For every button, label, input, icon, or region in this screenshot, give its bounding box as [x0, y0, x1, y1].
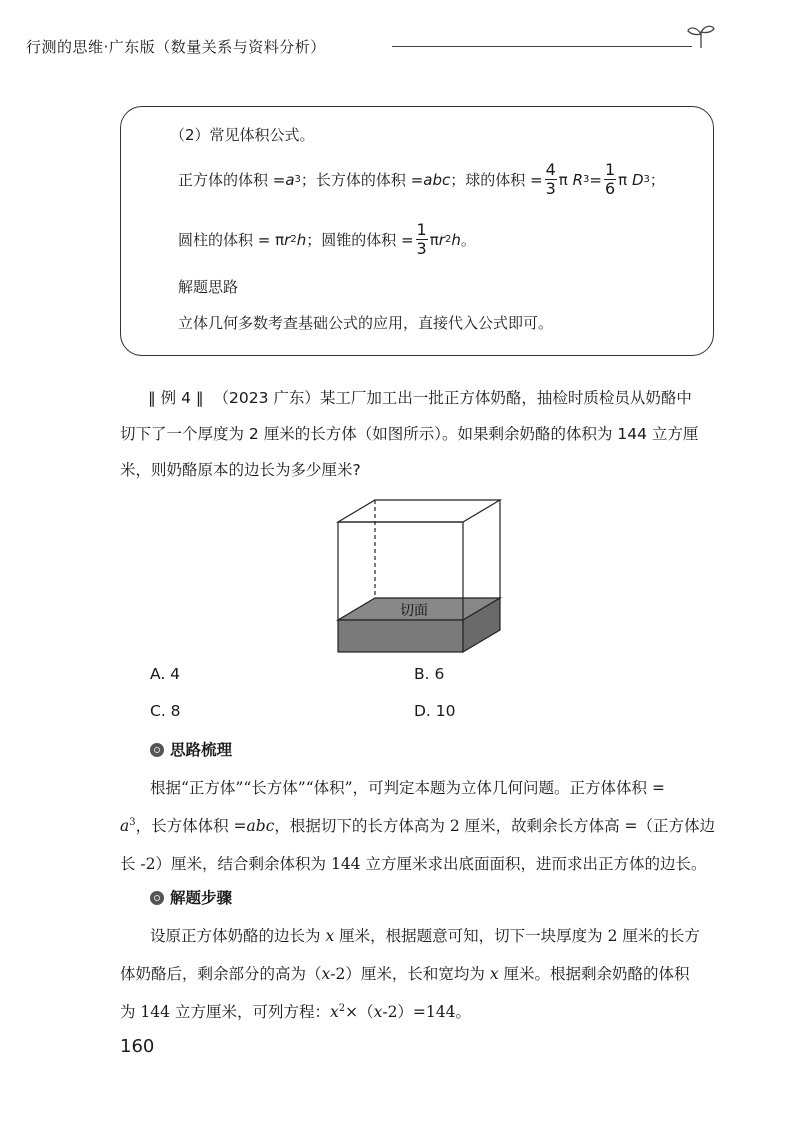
text: ，长方体体积 =: [135, 817, 247, 835]
solution-line-3: [120, 1000, 471, 1022]
sphere-volume-label: ；球的体积 =: [450, 171, 543, 189]
var-x: x: [325, 927, 335, 945]
var-abc: abc: [246, 817, 275, 835]
var-D: D: [631, 170, 644, 189]
text: 厘米。根据剩余奶酪的体积: [503, 965, 690, 983]
option-b: B. 6: [414, 665, 445, 683]
volume-formula-line-2: [178, 221, 476, 258]
var-h: h: [296, 230, 307, 249]
running-header: 行测的思维·广东版（数量关系与资料分析）: [26, 38, 326, 56]
fraction-4-3: [545, 161, 557, 198]
period: 。: [460, 231, 476, 249]
semicolon: ；: [649, 171, 665, 189]
sprout-icon: [686, 22, 716, 50]
pi: π: [618, 170, 628, 189]
cylinder-volume-label: 圆柱的体积 = π: [178, 231, 285, 249]
example-label: ‖ 例 4 ‖: [148, 389, 204, 407]
analysis-heading: [150, 738, 232, 760]
denominator: 6: [604, 179, 616, 198]
exp: 2: [338, 1002, 346, 1014]
tip-title: 解题思路: [178, 278, 239, 296]
text: -2）=144。: [382, 1003, 471, 1021]
question-line-3: 米，则奶酪原本的边长为多少厘米?: [120, 461, 361, 479]
solution-line-1: [150, 924, 700, 946]
exp: 2: [444, 234, 452, 245]
option-a: A. 4: [150, 665, 181, 683]
solution-title: 解题步骤: [170, 889, 233, 907]
cube-figure: [330, 490, 510, 662]
text: ×（: [345, 1003, 374, 1021]
var-h: h: [451, 230, 461, 249]
exp: 3: [129, 816, 136, 828]
denominator: 3: [416, 239, 427, 258]
exp: 2: [290, 234, 297, 245]
exp: 3: [583, 174, 590, 185]
text: 厘米，根据题意可知，切下一块厚度为 2 厘米的长方: [339, 927, 700, 945]
tip-text: 立体几何多数考查基础公式的应用，直接代入公式即可。: [178, 314, 554, 332]
volume-formula-line-1: [178, 161, 665, 198]
question-text: （2023 广东）某工厂加工出一批正方体奶酪，抽检时质检员从奶酪中: [213, 389, 692, 407]
text: 体奶酪后，剩余部分的高为（: [120, 965, 322, 983]
solution-heading: [150, 886, 232, 908]
header-rule: [392, 46, 692, 47]
text: -2）厘米，长和宽均为: [330, 965, 485, 983]
numerator: 4: [545, 160, 556, 179]
question-line-1: [148, 386, 692, 408]
var-x: x: [489, 965, 499, 983]
exp: 3: [294, 174, 301, 185]
question-line-2: 切下了一个厚度为 2 厘米的长方体（如图所示）。如果剩余奶酪的体积为 144 立方厘: [120, 425, 699, 443]
solution-line-2: [120, 962, 690, 984]
analysis-line-1: 根据“正方体”“长方体”“体积”，可判定本题为立体几何问题。正方体体积 =: [150, 779, 665, 797]
text: ，根据切下的长方体高为 2 厘米，故剩余长方体高 =（正方体边: [274, 817, 716, 835]
var-R: R: [572, 170, 584, 189]
numerator: 1: [604, 160, 616, 179]
analysis-title: 思路梳理: [170, 741, 233, 759]
pi: π: [558, 170, 568, 189]
var-a: a: [120, 817, 130, 835]
var-r: r: [284, 230, 291, 249]
numerator: 1: [416, 220, 427, 239]
equals: =: [589, 170, 602, 189]
option-c: C. 8: [150, 702, 181, 720]
denominator: 3: [545, 179, 556, 198]
text: 为 144 立方厘米，可列方程：: [120, 1003, 330, 1021]
cone-volume-label: ；圆锥的体积 =: [306, 231, 414, 249]
fraction-1-3: [416, 221, 428, 258]
var-x: x: [373, 1003, 383, 1021]
var-a: a: [285, 170, 295, 189]
pi: π: [429, 230, 439, 249]
section-badge-icon: [150, 743, 164, 757]
var-abc: abc: [423, 170, 451, 189]
analysis-line-2: [120, 814, 715, 836]
cube-volume-label: 正方体的体积 =: [178, 171, 286, 189]
var-x: x: [329, 1003, 339, 1021]
formula-subtitle: （2）常见体积公式。: [170, 126, 315, 144]
cuboid-volume-label: ；长方体的体积 =: [300, 171, 424, 189]
cut-face-label: 切面: [400, 603, 428, 619]
var-x: x: [321, 965, 331, 983]
fraction-1-6: [604, 161, 616, 198]
page-number: 160: [120, 1036, 155, 1057]
option-d: D. 10: [414, 702, 456, 720]
analysis-line-3: 长 -2）厘米，结合剩余体积为 144 立方厘米求出底面面积，进而求出正方体的边长。: [120, 855, 707, 873]
cube-top-face: [338, 500, 500, 522]
var-r: r: [438, 230, 445, 249]
section-badge-icon: [150, 891, 164, 905]
slab-front-face: [338, 620, 463, 652]
exp: 3: [643, 174, 650, 185]
text: 设原正方体奶酪的边长为: [150, 927, 321, 945]
